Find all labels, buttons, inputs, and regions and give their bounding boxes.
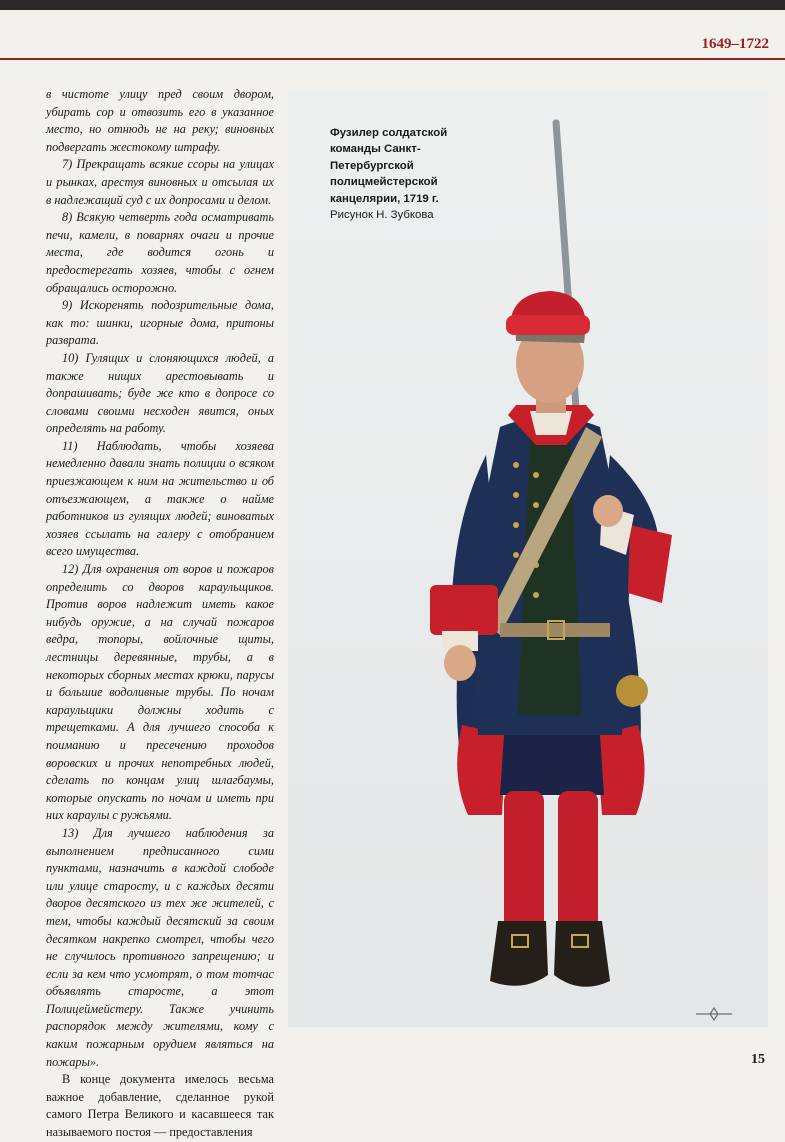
paragraph: 12) Для охранения от воров и пожаров определить со дворов караульщиков. Против воров надлежит иметь какое нибудь оружие, а на случай пожаров ведра, топоры, войлочные щиты, лестницы деревянные, трубы, а в некоторых сборных местах крюки, парусы и большие водоливные трубы. По ночам караульщики должны ходить с трещетками. А для лучшего способа к поиманию и пресечению проходов воровских и прочих непотребных людей, сделать по концам улиц шлагбаумы, которые опускать по ночам и иметь при них караулы с ружьями. xyxy=(46,562,274,823)
caption-credit: Рисунок Н. Зубкова xyxy=(330,209,434,222)
page-number: 15 xyxy=(751,1052,765,1067)
paragraph: В конце документа имелось весьма важное добавление, сделанное рукой самого Петра Великого и касавшееся так называемого постоя — предоставления xyxy=(46,1072,274,1140)
paragraph: в чистоте улицу пред своим двором, убирать сор и отвозить его в указанное место, но отнюдь не на реку; виновных подвергать жестокому штрафу. xyxy=(46,87,274,154)
paragraph: 10) Гулящих и слоняющихся людей, а также нищих арестовывать и допрашивать; буде же кто в допросе со словами своими несходен явится, оных определять на работу. xyxy=(46,350,274,436)
fusilier-illustration xyxy=(390,115,690,1005)
paragraph: 13) Для лучшего наблюдения за выполнением предписанного сими пунктами, назначить в каждой слободе или улице старосту, и с каждых десяти дворов десятского из тех же жителей, с тем, чтобы каждый десятский за своим десятком накрепко смотрел, чтобы чего не случилось противного запрещению; и если за кем что усмотрят, о том тотчас объявлять старосте, а этот Полицеймейстеру. Также учинить распорядок между жителями, кому с каким пожарным орудием являться на пожары». xyxy=(46,825,274,1069)
text-column xyxy=(46,86,274,1142)
paragraph: 11) Наблюдать, чтобы хозяева немедленно давали знать полиции о всяком приезжающем к ним на жительство и об отъезжающем, а также о найме работников из гулящих людей; виноватых хозяев ссылать на галеру с отобранием всего имущества. xyxy=(46,438,274,559)
paragraph: 8) Всякую четверть года осматривать печи, камели, в поварнях очаги и прочие места, где водится огонь и предостерегать хозяев, чтобы с огнем обращались осторожно. xyxy=(46,210,274,295)
running-header-years: 1649–1722 xyxy=(701,36,769,52)
paragraph: 7) Прекращать всякие ссоры на улицах и рынках, арестуя виновных и отсылая их в надлежащий суд с их допросами и делом. xyxy=(46,157,274,207)
paragraph: 9) Искоренять подозрительные дома, как то: шинки, игорные дома, притоны разврата. xyxy=(46,298,274,348)
header-rule xyxy=(0,58,785,60)
caption-title: Фузилер солдатской команды Санкт-Петербургской полицмейстерской канцелярии, 1719 г. xyxy=(330,127,448,205)
scan-top-edge xyxy=(0,0,785,10)
ornament-icon xyxy=(694,1004,734,1024)
